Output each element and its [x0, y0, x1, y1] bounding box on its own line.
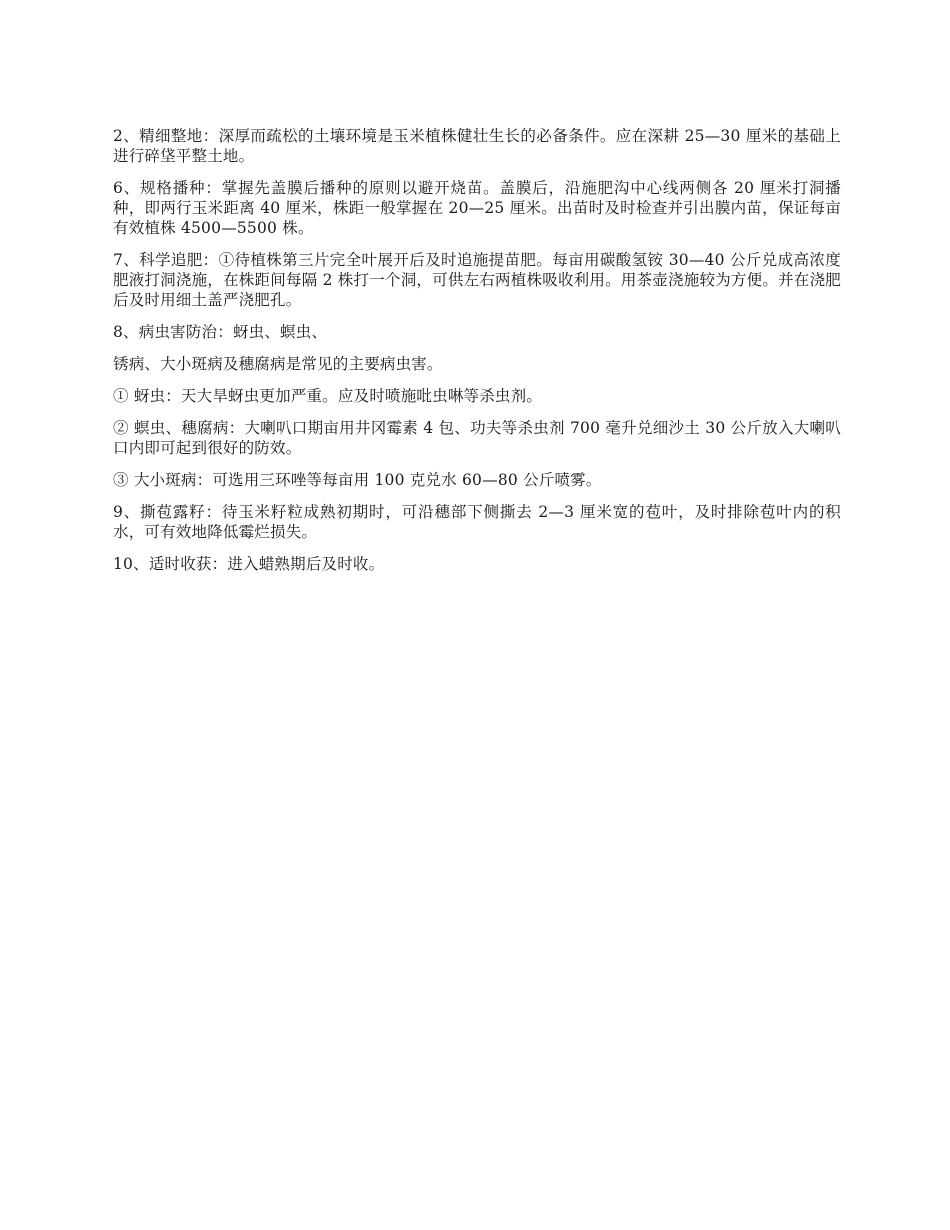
paragraph-pest-control-heading: 8、病虫害防治：蚜虫、螟虫、 [113, 323, 328, 341]
paragraph-borer-ear-rot: ② 螟虫、穗腐病：大喇叭口期亩用井冈霉素 4 包、功夫等杀虫剂 700 毫升兑细沙土 30 公斤放入大喇叭口内即可起到很好的防效。 [113, 419, 841, 457]
paragraph-land-preparation: 2、精细整地：深厚而疏松的土壤环境是玉米植株健壮生长的必备条件。应在深耕 25—30 厘米的基础上进行碎垡平整土地。 [113, 127, 841, 165]
paragraph-husk-tearing: 9、撕苞露籽：待玉米籽粒成熟初期时，可沿穗部下侧撕去 2—3 厘米宽的苞叶，及时排除苞叶内的积水，可有效地降低霉烂损失。 [113, 503, 841, 541]
paragraph-fertilizing: 7、科学追肥：①待植株第三片完全叶展开后及时追施提苗肥。每亩用碳酸氢铵 30—40 公斤兑成高浓度肥液打洞浇施，在株距间每隔 2 株打一个洞，可供左右两植株吸收利用。用茶壶浇施较为方便。并在浇肥后及时用细土盖严浇肥孔。 [113, 251, 841, 309]
paragraph-harvest: 10、适时收获：进入蜡熟期后及时收。 [113, 555, 385, 573]
paragraph-leaf-spot: ③ 大小斑病：可选用三环唑等每亩用 100 克兑水 60—80 公斤喷雾。 [113, 471, 602, 489]
paragraph-sowing: 6、规格播种：掌握先盖膜后播种的原则以避开烧苗。盖膜后，沿施肥沟中心线两侧各 20 厘米打洞播种，即两行玉米距离 40 厘米，株距一般掌握在 20—25 厘米。出苗时及时检查并引出膜内苗，保证每亩有效植株 4500—5500 株。 [113, 179, 841, 237]
document-body [113, 126, 841, 586]
paragraph-pest-control-diseases: 锈病、大小斑病及穗腐病是常见的主要病虫害。 [113, 355, 443, 373]
paragraph-aphids: ① 蚜虫：天大旱蚜虫更加严重。应及时喷施吡虫啉等杀虫剂。 [113, 387, 543, 405]
